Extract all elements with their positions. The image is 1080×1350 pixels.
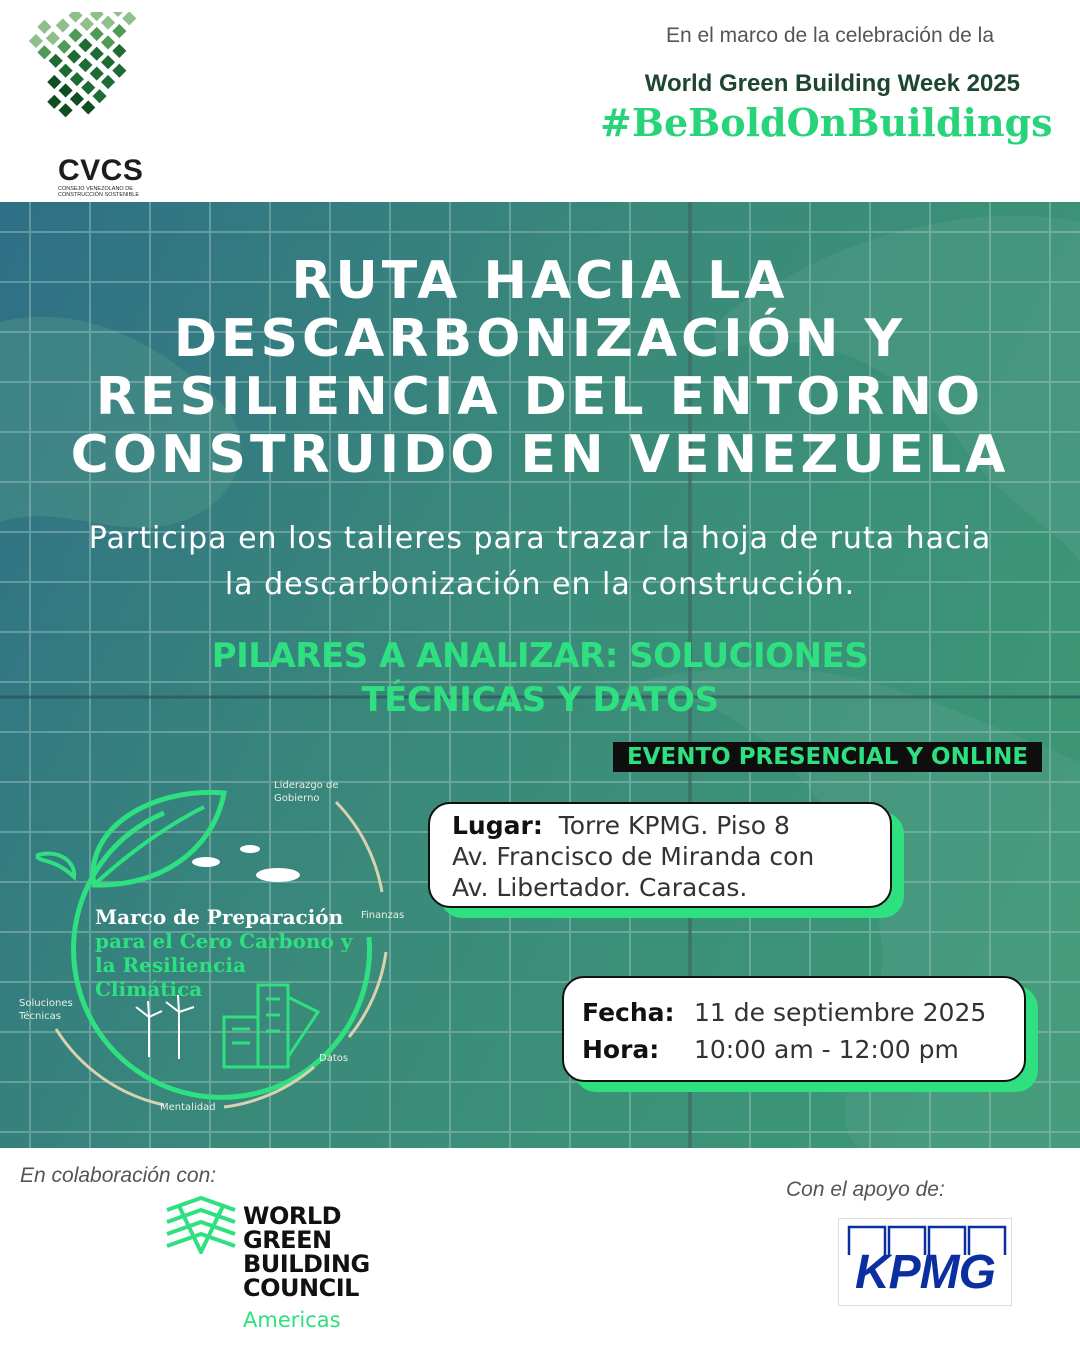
header [0, 0, 1080, 202]
framework-title-line2: para el Cero Carbono y la Resiliencia Climática [95, 929, 353, 1001]
label-finanzas: Finanzas [361, 910, 405, 921]
logo-subtitle: CONSEJO VENEZOLANO DE CONSTRUCCIÓN SOSTENIBLE [58, 186, 139, 198]
page-subtitle: Participa en los talleres para trazar la hoja de ruta hacia la descarbonización en la construcción. [88, 521, 992, 602]
pillars-heading: PILARES A ANALIZAR: SOLUCIONES TÉCNICAS Y DATOS [211, 636, 869, 720]
location-line3: Av. Libertador. Caracas. [452, 873, 748, 902]
label-soluciones: Soluciones Técnicas [19, 998, 73, 1022]
time-value: 10:00 am - 12:00 pm [694, 1035, 959, 1064]
wgbc-line1: WORLD [243, 1202, 342, 1230]
wgbc-region: Americas [243, 1308, 341, 1332]
event-hashtag: #BeBoldOnBuildings [600, 100, 1053, 145]
support-label: Con el apoyo de: [786, 1178, 945, 1201]
wgbc-line3: BUILDING [243, 1250, 370, 1278]
label-gobierno: Liderazgo de Gobierno [274, 780, 339, 804]
cvcs-logo-mark [14, 12, 154, 152]
label-datos: Datos [319, 1053, 349, 1064]
header-event-info [600, 24, 1053, 145]
header-intro: En el marco de la celebración de la [665, 24, 995, 47]
time-label: Hora: [582, 1035, 660, 1064]
label-mentalidad: Mentalidad [160, 1102, 216, 1113]
location-line1: Torre KPMG. Piso 8 [558, 811, 790, 840]
collaboration-label: En colaboración con: [20, 1164, 217, 1187]
wgbc-line2: GREEN [243, 1226, 332, 1254]
logo-name: CVCS [58, 154, 144, 187]
cvcs-logo [14, 12, 154, 198]
date-label: Fecha: [582, 998, 675, 1027]
location-card [428, 802, 892, 908]
framework-title-line1: Marco de Preparación [95, 905, 344, 929]
location-label: Lugar: [452, 811, 543, 840]
kpmg-logo [838, 1218, 1012, 1306]
page-title: RUTA HACIA LA DESCARBONIZACIÓN Y RESILIENCIA DEL ENTORNO CONSTRUIDO EN VENEZUELA [70, 251, 1010, 485]
date-value: 11 de septiembre 2025 [694, 998, 987, 1027]
footer [0, 1148, 1080, 1350]
wgbc-line4: COUNCIL [243, 1274, 359, 1302]
framework-title [95, 905, 355, 1001]
wgbc-logo-icon [165, 1196, 237, 1254]
framework-diagram [14, 767, 414, 1127]
kpmg-wordmark: KPMG [855, 1246, 995, 1299]
datetime-card [562, 976, 1026, 1082]
event-mode-badge: EVENTO PRESENCIAL Y ONLINE [613, 742, 1042, 772]
event-name: World Green Building Week 2025 [644, 70, 1020, 97]
main-banner [0, 202, 1080, 1148]
location-line2: Av. Francisco de Miranda con [452, 842, 815, 871]
wgbc-logo-text [243, 1204, 370, 1300]
